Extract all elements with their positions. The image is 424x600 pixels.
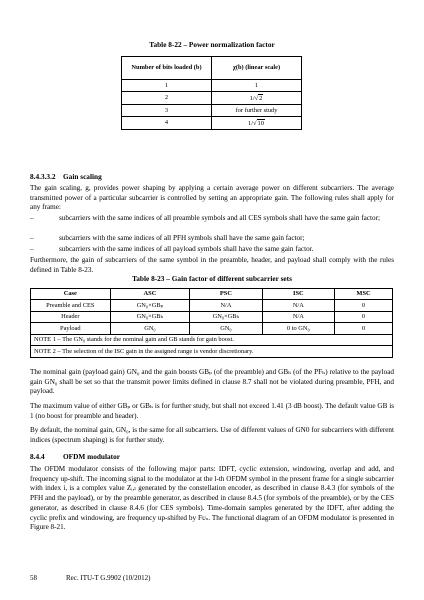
- ofdm-modulator-text: The OFDM modulator consists of the following major parts: IDFT, cyclic extension, windowing, overlap and add, and frequency up-shift. The incoming signal to the modulator at the l-th OFDM symbol in the present frame for a single subcarrier with index i, is a complex value Zᵢ,ₗ generated by the constellation encoder, as described in clause 8.4.3 (for symbols of the PFH and the payload), or by the preamble generator, as described in clause 8.4.5 (for symbols of the preamble), or by the CES generator, as described in clause 8.4.6 (for CES symbols). Time-domain samples generated by the IDFT, after adding the cyclic prefix and windowing, are frequency up-shifted by Fᴜₛ. The functional diagram of an OFDM modulator is presented in Figure 8-21.: [30, 465, 394, 532]
- list-item-text: subcarriers with the same indices of all PFH symbols shall have the same gain factor;: [59, 234, 305, 242]
- table-row: [122, 117, 302, 129]
- section-heading-ofdm-modulator: [30, 452, 120, 461]
- cell-case: Preamble and CES: [31, 300, 111, 312]
- cell-case: Payload: [31, 323, 111, 335]
- paragraph-default-gain: By default, the nominal gain, GN₀, is the same for all subcarriers. Use of different values of GN0 for subcarriers with different indices (spectrum shaping) is for further study.: [30, 426, 394, 444]
- column-header-bits: Number of bits loaded (b): [122, 57, 212, 80]
- section-heading-gain-scaling: [30, 172, 102, 181]
- paragraph-max-gain-boost: The maximum value of either GBₚ or GBₕ is for further study, but shall not exceed 1.41 (3 dB boost). The default value GB is 1 (no boost for preamble and header).: [30, 402, 394, 420]
- table-header-row: [122, 57, 302, 80]
- chi-prefix: 1/: [249, 94, 255, 102]
- column-header-case: Case: [31, 289, 111, 300]
- column-header-msc: MSC: [335, 289, 393, 300]
- paragraph-nominal-gain: The nominal gain (payload gain) GN₀ and the gain boosts GBₚ (of the preamble) and GBₕ (of the PFₕ) relative to the payload gain GN₀ shall be set so that the transmit power limits defined in clause 8.7 shall not be violated during preamble, PFH, and payload.: [30, 368, 394, 396]
- column-header-asc: ASC: [110, 289, 190, 300]
- section-title: OFDM modulator: [63, 452, 120, 461]
- chi-prefix: 1/: [248, 119, 254, 127]
- table2-caption: Table 8-23 – Gain factor of different subcarrier sets: [132, 274, 292, 283]
- cell-chi: for further study: [212, 104, 302, 116]
- table-row: [122, 92, 302, 104]
- document-reference: Rec. ITU-T G.9902 (10/2012): [66, 574, 151, 582]
- cell-psc: N/A: [190, 300, 262, 312]
- sqrt-sign: √: [253, 119, 257, 127]
- cell-bits: 2: [122, 92, 212, 104]
- table-note-row: [31, 346, 393, 358]
- cell-chi: [212, 117, 302, 129]
- section-number: 8.4.4: [30, 452, 45, 461]
- table-row: [31, 323, 393, 335]
- gain-scaling-intro: The gain scaling, g, provides power shaping by applying a certain average power on different subcarriers. The average transmitted power of a particular subcarrier is controlled by setting an appropriate gain. The following rules shall apply for any frame:: [30, 184, 394, 212]
- sqrt-sign: √: [254, 94, 259, 102]
- cell-asc: GN₀×GBₕ: [110, 311, 190, 323]
- section-number: 8.4.3.3.2: [30, 172, 56, 181]
- cell-bits: 1: [122, 80, 212, 92]
- list-dash: –: [30, 245, 34, 253]
- cell-msc: 0: [335, 300, 393, 312]
- cell-isc: N/A: [262, 300, 334, 312]
- gain-factor-table: [30, 288, 393, 358]
- list-item-text: subcarriers with the same indices of all preamble symbols and all CES symbols shall have the same gain factor;: [59, 214, 380, 222]
- column-header-isc: ISC: [262, 289, 334, 300]
- power-normalization-table: [121, 56, 302, 130]
- list-item: [30, 234, 394, 244]
- table1-caption: Table 8-22 – Power normalization factor: [149, 40, 275, 49]
- cell-chi: [212, 92, 302, 104]
- list-dash: –: [30, 214, 34, 222]
- cell-psc: GN₀×GBₕ: [190, 311, 262, 323]
- table-row: [31, 311, 393, 323]
- column-header-psc: PSC: [190, 289, 262, 300]
- cell-psc: GN₀: [190, 323, 262, 335]
- cell-case: Header: [31, 311, 111, 323]
- list-item: [30, 245, 394, 255]
- section-title: Gain scaling: [63, 172, 102, 181]
- cell-chi: 1: [212, 80, 302, 92]
- cell-bits: 3: [122, 104, 212, 116]
- table-row: [122, 80, 302, 92]
- table-row: [122, 104, 302, 116]
- cell-msc: 0: [335, 311, 393, 323]
- list-dash: –: [30, 234, 34, 242]
- table-note: NOTE 1 – The GN₀ stands for the nominal gain and GB stands for gain boost.: [31, 334, 393, 346]
- table-header-row: [31, 289, 393, 300]
- table-note-row: [31, 334, 393, 346]
- table-note: NOTE 2 – The selection of the ISC gain in the assigned range is vendor discretionary.: [31, 346, 393, 358]
- list-item: [30, 214, 394, 224]
- cell-isc: 0 to GN₀: [262, 323, 334, 335]
- sqrt-value: 2: [259, 94, 263, 102]
- gain-scaling-after: Furthermore, the gain of subcarriers of the same symbol in the preamble, header, and payload shall comply with the rules defined in Table 8-23.: [30, 256, 394, 274]
- cell-asc: GN₀×GBₚ: [110, 300, 190, 312]
- sqrt-value: 10: [257, 119, 264, 127]
- table-row: [31, 300, 393, 312]
- cell-bits: 4: [122, 117, 212, 129]
- cell-isc: N/A: [262, 311, 334, 323]
- cell-asc: GN₀: [110, 323, 190, 335]
- list-item-text: subcarriers with the same indices of all payload symbols shall have the same gain factor.: [59, 245, 314, 253]
- column-header-chi: χ(b) (linear scale): [212, 57, 302, 80]
- cell-msc: 0: [335, 323, 393, 335]
- page-number: 58: [30, 574, 37, 582]
